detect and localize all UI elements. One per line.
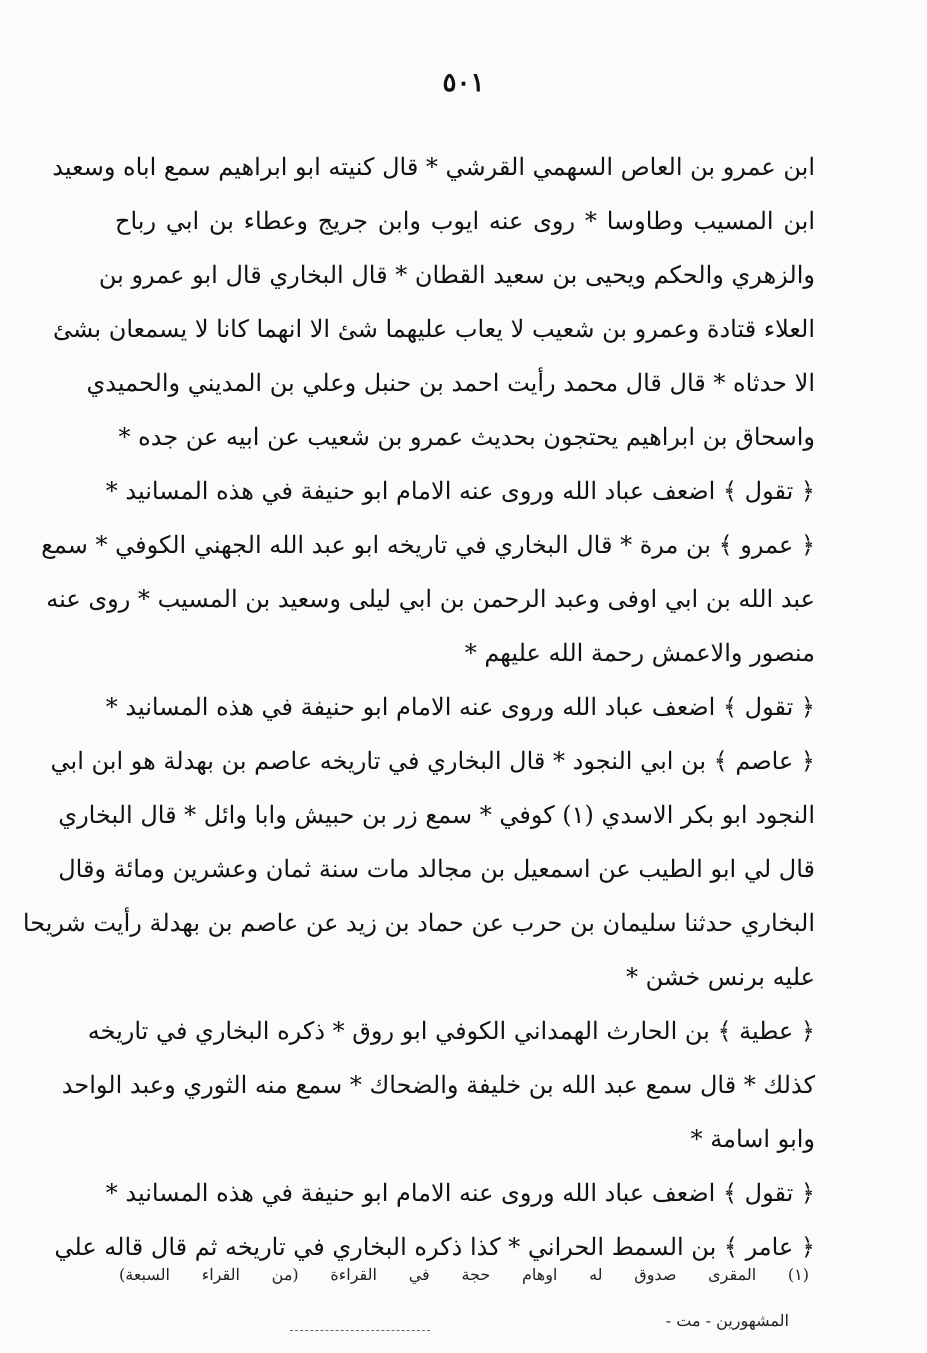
- entry-line-taqul: ﴿ تقول ﴾ اضعف عباد الله وروى عنه الامام ابو حنيفة في هذه المسانيد *: [105, 1179, 815, 1207]
- text-line: قال لي ابو الطيب عن اسمعيل بن مجالد مات سنة ثمان وعشرين ومائة وقال: [58, 855, 815, 883]
- entry-line-asim: ﴿ عاصم ﴾ بن ابي النجود * قال البخاري في تاريخه عاصم بن بهدلة هو ابن ابي: [50, 747, 815, 775]
- text-line: منصور والاعمش رحمة الله عليهم *: [464, 639, 815, 667]
- entry-line-amir: ﴿ عامر ﴾ بن السمط الحراني * كذا ذكره البخاري في تاريخه ثم قال قاله علي: [54, 1233, 815, 1261]
- entry-line-atiyya: ﴿ عطية ﴾ بن الحارث الهمداني الكوفي ابو روق * ذكره البخاري في تاريخه: [87, 1017, 815, 1045]
- footnote-divider: [290, 1330, 430, 1331]
- footnote-line: (١) المقرى صدوق له اوهام حجة في القراءة (من القراء السبعة): [119, 1265, 810, 1284]
- text-line: عبد الله بن ابي اوفى وعبد الرحمن بن ابي ليلى وسعيد بن المسيب * روى عنه: [46, 585, 815, 613]
- text-line: البخاري حدثنا سليمان بن حرب عن حماد بن زيد عن عاصم بن بهدلة رأيت شريحا: [22, 909, 815, 937]
- text-line: وابو اسامة *: [690, 1125, 815, 1153]
- page-number: ٥٠١: [442, 68, 485, 98]
- entry-line-taqul: ﴿ تقول ﴾ اضعف عباد الله وروى عنه الامام ابو حنيفة في هذه المسانيد *: [105, 693, 815, 721]
- text-line: ابن المسيب وطاوسا * روى عنه ايوب وابن جريج وعطاء بن ابي رباح: [115, 207, 815, 235]
- footnote: [119, 1262, 809, 1334]
- entry-line-taqul: ﴿ تقول ﴾ اضعف عباد الله وروى عنه الامام ابو حنيفة في هذه المسانيد *: [105, 477, 815, 505]
- text-line: العلاء قتادة وعمرو بن شعيب لا يعاب عليهما شئ الا انهما كانا لا يسمعان بشئ: [53, 315, 815, 343]
- text-line: والزهري والحكم ويحيى بن سعيد القطان * قال البخاري قال ابو عمرو بن: [98, 261, 815, 289]
- text-line: النجود ابو بكر الاسدي (١) كوفي * سمع زر بن حبيش وابا وائل * قال البخاري: [58, 801, 815, 829]
- entry-line-amr-ibn-murra: ﴿ عمرو ﴾ بن مرة * قال البخاري في تاريخه ابو عبد الله الجهني الكوفي * سمع: [41, 531, 815, 559]
- text-line: عليه برنس خشن *: [626, 963, 815, 991]
- main-text-block: [22, 140, 815, 1274]
- text-line: واسحاق بن ابراهيم يحتجون بحديث عمرو بن شعيب عن ابيه عن جده *: [118, 423, 815, 451]
- text-line: ابن عمرو بن العاص السهمي القرشي * قال كنيته ابو ابراهيم سمع اباه وسعيد: [52, 153, 815, 181]
- text-line: الا حدثاه * قال قال محمد رأيت احمد بن حنبل وعلي بن المديني والحميدي: [86, 369, 815, 397]
- footnote-line: المشهورين - مت -: [665, 1311, 789, 1330]
- text-line: كذلك * قال سمع عبد الله بن خليفة والضحاك * سمع منه الثوري وعبد الواحد: [61, 1071, 815, 1099]
